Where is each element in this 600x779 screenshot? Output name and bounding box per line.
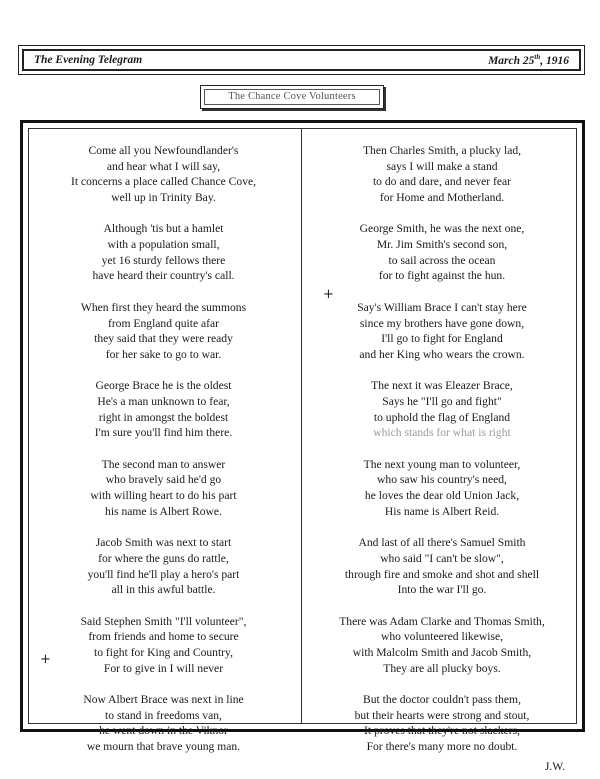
stanza <box>311 300 573 362</box>
poem-line: The next it was Eleazer Brace, <box>371 379 513 393</box>
poem-line: There was Adam Clarke and Thomas Smith, <box>339 614 545 628</box>
stanza <box>311 143 573 205</box>
poem-line: through fire and smoke and shot and shell <box>344 567 540 581</box>
poem-line: who bravely said he'd go <box>105 473 222 487</box>
poem-line: Come all you Newfoundlander's <box>88 144 239 157</box>
poem-line: and hear what I will say, <box>106 159 221 173</box>
stanza <box>36 300 291 362</box>
poem-line: from friends and home to secure <box>88 630 239 644</box>
poem-line: with a population small, <box>107 238 220 252</box>
poem-line: The next young man to volunteer, <box>363 457 521 471</box>
stanza <box>311 614 573 676</box>
column-divider <box>301 129 302 723</box>
poem-line: The second man to answer <box>101 457 226 471</box>
poem-line: It proves that they're not slackers, <box>364 724 520 738</box>
poem-line: Then Charles Smith, a plucky lad, <box>362 144 522 157</box>
poem-line: which stands for what is right <box>373 426 511 440</box>
poem-line: who said "I can't be slow", <box>380 551 504 565</box>
date-year: , 1916 <box>540 54 569 67</box>
poem-line: to fight for King and Country, <box>93 646 233 659</box>
poem-line: George Brace he is the oldest <box>95 379 232 393</box>
left-column <box>36 143 291 771</box>
poem-line: Now Albert Brace was next in line <box>83 693 244 707</box>
poem-line: Into the war I'll go. <box>397 583 487 597</box>
date-day: March 25 <box>488 54 535 67</box>
stanza <box>36 143 291 205</box>
poem-line: Say's William Brace I can't stay here <box>357 300 527 314</box>
poem-line: you'll find he'll play a hero's part <box>87 567 240 581</box>
poem-line: yet 16 sturdy fellows there <box>101 253 226 267</box>
poem-line: who saw his country's need, <box>377 473 507 487</box>
poem-line: for to fight against the hun. <box>378 269 506 283</box>
poem-line: For there's many more no doubt. <box>366 740 518 754</box>
stanza <box>36 535 291 597</box>
poem-line: with Malcolm Smith and Jacob Smith, <box>352 646 532 659</box>
poem-line: he loves the dear old Union Jack, <box>364 489 520 503</box>
poem-line: with willing heart to do his part <box>90 489 237 503</box>
poem-line: Jacob Smith was next to start <box>95 536 232 550</box>
poem-line: When first they heard the summons <box>80 300 247 314</box>
poem-line: for Home and Motherland. <box>379 190 505 204</box>
poem-line: And last of all there's Samuel Smith <box>358 536 526 550</box>
poem-line: all in this awful battle. <box>111 583 216 597</box>
poem-frame-inner <box>28 128 577 773</box>
stanza <box>36 221 291 283</box>
publication-date <box>488 53 569 67</box>
poem-line: Says he "I'll go and fight" <box>382 395 502 408</box>
poem-line: They are all plucky boys. <box>383 661 501 675</box>
poem-line: to sail across the ocean <box>388 253 496 267</box>
poem-line: well up in Trinity Bay. <box>111 190 216 204</box>
poem-line: from England quite afar <box>107 316 220 330</box>
date-suffix: th <box>534 53 541 62</box>
poem-line: he went down in the Viknor <box>99 724 228 738</box>
poem-line: I'll go to fight for England <box>381 332 503 346</box>
stanza <box>311 457 573 519</box>
stanza <box>36 692 291 754</box>
header-banner <box>18 45 585 75</box>
right-column <box>311 143 573 774</box>
poem-line: His name is Albert Reid. <box>384 504 500 518</box>
poem-line: and her King who wears the crown. <box>359 347 525 361</box>
poem-line: have heard their country's call. <box>92 269 235 283</box>
poem-line: to uphold the flag of England <box>373 410 511 424</box>
poem-line: It concerns a place called Chance Cove, <box>70 175 257 189</box>
poem-line: I'm sure you'll find him there. <box>94 426 233 440</box>
poem-line: who volunteered likewise, <box>380 630 504 644</box>
poem-line: his name is Albert Rowe. <box>105 504 222 518</box>
stanza <box>311 692 573 754</box>
poem-line: George Smith, he was the next one, <box>359 222 525 236</box>
poem-line: since my brothers have gone down, <box>359 316 525 330</box>
poem-line: Said Stephen Smith "I'll volunteer", <box>80 614 247 628</box>
poem-line: to stand in freedoms van, <box>105 708 222 722</box>
cross-mark-icon: + <box>40 652 51 667</box>
cross-mark-icon: + <box>323 287 334 302</box>
poem-line: Mr. Jim Smith's second son, <box>376 238 508 252</box>
stanza <box>311 221 573 283</box>
poem-title-box <box>200 85 384 109</box>
header-inner <box>22 49 581 71</box>
publication-name: The Evening Telegram <box>34 54 143 66</box>
poem-line: Although 'tis but a hamlet <box>103 222 224 236</box>
stanza <box>311 535 573 597</box>
poem-line: we mourn that brave young man. <box>86 740 241 754</box>
poem-line: to do and dare, and never fear <box>372 175 512 189</box>
poem-line: but their hearts were strong and stout, <box>354 708 530 722</box>
stanza <box>36 378 291 440</box>
poem-title: The Chance Cove Volunteers <box>204 89 380 105</box>
stanza <box>311 378 573 440</box>
stanza <box>36 614 291 676</box>
poem-line: they said that they were ready <box>94 332 233 346</box>
poem-line: for where the guns do rattle, <box>98 551 229 565</box>
poem-line: For to give in I will never <box>103 661 224 675</box>
poem-line: But the doctor couldn't pass them, <box>363 693 521 707</box>
author-signature: J.W. <box>544 759 565 773</box>
stanza <box>36 457 291 519</box>
poem-line: right in amongst the boldest <box>98 410 229 424</box>
poem-line: He's a man unknown to fear, <box>97 395 230 408</box>
poem-frame <box>20 120 585 773</box>
poem-line: says I will make a stand <box>386 159 498 173</box>
poem-line: for her sake to go to war. <box>105 347 222 361</box>
